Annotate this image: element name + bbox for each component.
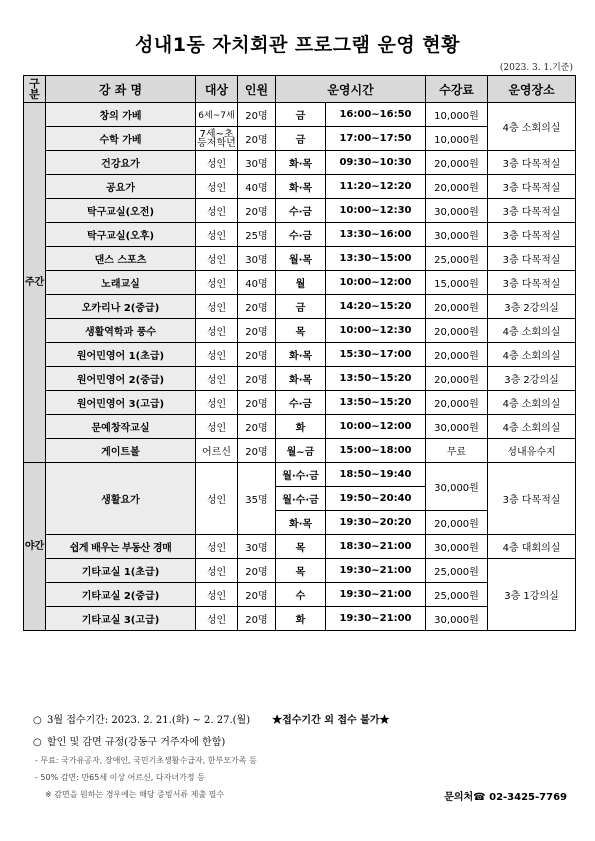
table-row <box>24 223 576 247</box>
course-target: 성인 <box>196 175 238 199</box>
course-fee: 25,000원 <box>426 583 488 607</box>
category-day: 주간 <box>24 103 46 463</box>
course-days: 금 <box>276 127 326 151</box>
header-fee: 수강료 <box>426 76 488 103</box>
course-target: 성인 <box>196 607 238 631</box>
course-time: 13:30~16:00 <box>326 223 426 247</box>
table-header-row <box>24 76 576 103</box>
course-name: 탁구교실(오후) <box>46 223 196 247</box>
course-name: 생활요가 <box>46 463 196 535</box>
course-target: 성인 <box>196 223 238 247</box>
course-place: 4층 소회의실 <box>488 391 576 415</box>
course-days: 월·수·금 <box>276 487 326 511</box>
table-row <box>24 439 576 463</box>
course-capacity: 20명 <box>238 127 276 151</box>
course-place: 3층 다목적실 <box>488 175 576 199</box>
course-capacity: 20명 <box>238 391 276 415</box>
course-capacity: 20명 <box>238 367 276 391</box>
half-discount-line: - 50% 감면: 만65세 이상 어르신, 다자녀가정 등 <box>35 773 205 782</box>
course-target: 6세~7세 <box>196 103 238 127</box>
course-target: 성인 <box>196 271 238 295</box>
course-target: 성인 <box>196 391 238 415</box>
course-place: 3층 2강의실 <box>488 295 576 319</box>
free-eligibility-line: - 무료: 국가유공자, 장애인, 국민기초생활수급자, 한부모가족 등 <box>35 756 257 765</box>
course-capacity: 40명 <box>238 271 276 295</box>
course-capacity: 30명 <box>238 247 276 271</box>
table-row <box>24 463 576 487</box>
course-time: 19:30~21:00 <box>326 583 426 607</box>
course-place: 3층 2강의실 <box>488 367 576 391</box>
course-fee: 30,000원 <box>426 535 488 559</box>
course-fee: 15,000원 <box>426 271 488 295</box>
course-time: 10:00~12:30 <box>326 199 426 223</box>
course-capacity: 20명 <box>238 583 276 607</box>
category-night: 야간 <box>24 463 46 631</box>
course-name: 공요가 <box>46 175 196 199</box>
course-capacity: 40명 <box>238 175 276 199</box>
table-row <box>24 319 576 343</box>
course-place: 4층 대회의실 <box>488 535 576 559</box>
header-schedule: 운영시간 <box>276 76 426 103</box>
course-name: 창의 가베 <box>46 103 196 127</box>
course-capacity: 35명 <box>238 463 276 535</box>
course-days: 목 <box>276 319 326 343</box>
table-row <box>24 175 576 199</box>
course-place: 3층 다목적실 <box>488 199 576 223</box>
course-target: 성인 <box>196 535 238 559</box>
discount-title-note <box>33 733 573 748</box>
course-fee: 10,000원 <box>426 103 488 127</box>
course-name: 오카리나 2(중급) <box>46 295 196 319</box>
course-time: 09:30~10:30 <box>326 151 426 175</box>
course-target: 성인 <box>196 295 238 319</box>
course-target: 성인 <box>196 559 238 583</box>
program-table <box>23 75 576 631</box>
course-fee: 25,000원 <box>426 247 488 271</box>
course-name: 수학 가베 <box>46 127 196 151</box>
course-fee: 20,000원 <box>426 151 488 175</box>
course-days: 화·목 <box>276 367 326 391</box>
table-row <box>24 415 576 439</box>
course-time: 18:50~19:40 <box>326 463 426 487</box>
course-name: 탁구교실(오전) <box>46 199 196 223</box>
course-time: 10:00~12:30 <box>326 319 426 343</box>
course-days: 수 <box>276 583 326 607</box>
course-fee: 30,000원 <box>426 607 488 631</box>
page-title: 성내1동 자치회관 프로그램 운영 현황 <box>135 34 460 56</box>
header-target: 대상 <box>196 76 238 103</box>
course-capacity: 30명 <box>238 151 276 175</box>
table-row <box>24 367 576 391</box>
course-target: 성인 <box>196 415 238 439</box>
date-note: (2023. 3. 1.기준) <box>499 63 573 73</box>
course-place: 4층 소회의실 <box>488 103 576 151</box>
course-name: 기타교실 3(고급) <box>46 607 196 631</box>
course-fee: 20,000원 <box>426 319 488 343</box>
course-fee: 20,000원 <box>426 175 488 199</box>
course-fee: 20,000원 <box>426 295 488 319</box>
table-row <box>24 151 576 175</box>
course-fee: 30,000원 <box>426 463 488 511</box>
course-days: 화 <box>276 415 326 439</box>
course-time: 17:00~17:50 <box>326 127 426 151</box>
course-capacity: 20명 <box>238 559 276 583</box>
header-category: 구분 <box>24 76 46 103</box>
course-name: 기타교실 2(중급) <box>46 583 196 607</box>
course-target: 성인 <box>196 463 238 535</box>
course-name: 건강요가 <box>46 151 196 175</box>
course-time: 13:50~15:20 <box>326 367 426 391</box>
course-place: 3층 다목적실 <box>488 223 576 247</box>
table-row <box>24 103 576 127</box>
course-time: 10:00~12:00 <box>326 415 426 439</box>
table-row <box>24 391 576 415</box>
course-capacity: 20명 <box>238 415 276 439</box>
course-fee: 무료 <box>426 439 488 463</box>
course-fee: 30,000원 <box>426 223 488 247</box>
course-name: 게이트볼 <box>46 439 196 463</box>
notes-section <box>33 711 573 800</box>
course-name: 쉽게 배우는 부동산 경매 <box>46 535 196 559</box>
course-days: 화 <box>276 607 326 631</box>
course-days: 화·목 <box>276 175 326 199</box>
course-place: 4층 소회의실 <box>488 319 576 343</box>
course-fee: 20,000원 <box>426 343 488 367</box>
table-row <box>24 295 576 319</box>
registration-period-note <box>33 711 573 726</box>
table-row <box>24 271 576 295</box>
course-place: 3층 1강의실 <box>488 559 576 631</box>
header-course: 강 좌 명 <box>46 76 196 103</box>
course-capacity: 20명 <box>238 343 276 367</box>
course-name: 댄스 스포츠 <box>46 247 196 271</box>
discount-title: 할인 및 감면 규정(강동구 거주자에 한함) <box>47 737 226 748</box>
course-days: 수·금 <box>276 199 326 223</box>
course-days: 수·금 <box>276 223 326 247</box>
course-capacity: 20명 <box>238 439 276 463</box>
course-place: 3층 다목적실 <box>488 271 576 295</box>
course-name: 기타교실 1(초급) <box>46 559 196 583</box>
course-target: 성인 <box>196 583 238 607</box>
course-time: 15:00~18:00 <box>326 439 426 463</box>
course-place: 4층 소회의실 <box>488 343 576 367</box>
course-name: 원어민영어 1(초급) <box>46 343 196 367</box>
course-target: 성인 <box>196 199 238 223</box>
course-name: 원어민영어 3(고급) <box>46 391 196 415</box>
course-time: 10:00~12:00 <box>326 271 426 295</box>
course-time: 11:20~12:20 <box>326 175 426 199</box>
course-time: 16:00~16:50 <box>326 103 426 127</box>
header-place: 운영장소 <box>488 76 576 103</box>
course-place: 3층 다목적실 <box>488 463 576 535</box>
course-fee: 20,000원 <box>426 511 488 535</box>
course-days: 월·수·금 <box>276 463 326 487</box>
course-name: 원어민영어 2(중급) <box>46 367 196 391</box>
course-capacity: 20명 <box>238 103 276 127</box>
course-capacity: 20명 <box>238 607 276 631</box>
course-time: 19:30~21:00 <box>326 607 426 631</box>
course-time: 13:30~15:00 <box>326 247 426 271</box>
course-target: 성인 <box>196 367 238 391</box>
course-time: 18:30~21:00 <box>326 535 426 559</box>
course-fee: 20,000원 <box>426 367 488 391</box>
course-days: 금 <box>276 295 326 319</box>
course-capacity: 20명 <box>238 319 276 343</box>
course-target: 어르신 <box>196 439 238 463</box>
table-row <box>24 343 576 367</box>
course-time: 15:30~17:00 <box>326 343 426 367</box>
course-days: 월·목 <box>276 247 326 271</box>
course-target: 성인 <box>196 151 238 175</box>
table-row <box>24 247 576 271</box>
course-capacity: 20명 <box>238 199 276 223</box>
course-time: 19:30~20:20 <box>326 511 426 535</box>
course-capacity: 30명 <box>238 535 276 559</box>
course-days: 월 <box>276 271 326 295</box>
course-name: 생활역학과 풍수 <box>46 319 196 343</box>
course-days: 화·목 <box>276 511 326 535</box>
course-days: 금 <box>276 103 326 127</box>
course-days: 수·금 <box>276 391 326 415</box>
course-target: 성인 <box>196 319 238 343</box>
course-capacity: 25명 <box>238 223 276 247</box>
course-time: 19:30~21:00 <box>326 559 426 583</box>
course-time: 14:20~15:20 <box>326 295 426 319</box>
registration-period: 3월 접수기간: 2023. 2. 21.(화) ~ 2. 27.(월) <box>47 715 251 726</box>
course-place: 성내유수지 <box>488 439 576 463</box>
course-days: 목 <box>276 535 326 559</box>
course-place: 4층 소회의실 <box>488 415 576 439</box>
table-row <box>24 559 576 583</box>
course-fee: 30,000원 <box>426 199 488 223</box>
header-capacity: 인원 <box>238 76 276 103</box>
course-time: 13:50~15:20 <box>326 391 426 415</box>
course-days: 화·목 <box>276 151 326 175</box>
course-place: 3층 다목적실 <box>488 247 576 271</box>
course-fee: 25,000원 <box>426 559 488 583</box>
course-time: 19:50~20:40 <box>326 487 426 511</box>
course-target: 7세~초등저학년 <box>197 128 236 149</box>
course-name: 노래교실 <box>46 271 196 295</box>
circle-bullet-icon: ○ <box>33 715 42 726</box>
course-days: 월~금 <box>276 439 326 463</box>
course-target: 성인 <box>196 247 238 271</box>
course-fee: 20,000원 <box>426 391 488 415</box>
registration-warning: ★접수기간 외 접수 불가★ <box>272 715 390 726</box>
course-days: 화·목 <box>276 343 326 367</box>
course-place: 3층 다목적실 <box>488 151 576 175</box>
table-row <box>24 199 576 223</box>
fine-print: ※ 감면을 원하는 경우에는 해당 증빙서류 제출 필수 <box>45 790 225 799</box>
course-fee: 10,000원 <box>426 127 488 151</box>
course-fee: 30,000원 <box>426 415 488 439</box>
circle-bullet-icon: ○ <box>33 737 42 748</box>
course-capacity: 20명 <box>238 295 276 319</box>
table-row <box>24 535 576 559</box>
course-target: 성인 <box>196 343 238 367</box>
contact-info: 문의처☎ 02-3425-7769 <box>444 792 567 803</box>
course-name: 문예창작교실 <box>46 415 196 439</box>
course-days: 목 <box>276 559 326 583</box>
